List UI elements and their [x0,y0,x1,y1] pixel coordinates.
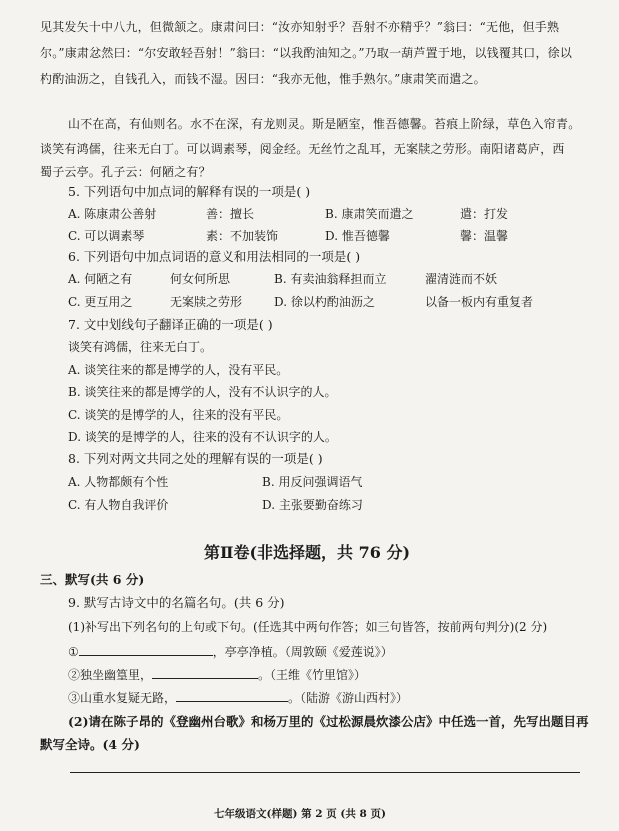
q5-option-d-note: 馨：温馨 [460,229,509,243]
q9-item2 [68,666,366,683]
q5-option-d: D. 惟吾德馨 [325,229,390,243]
q9-item3 [68,689,408,706]
passage2-line3: 蜀子云亭。孔子云：何陋之有？ [40,165,211,179]
q5-option-b-note: 遣：打发 [460,207,509,221]
passage1-line3: 杓酌油沥之，自钱孔入，而钱不湿。因曰：“我亦无他，惟手熟尔。”康肃笑而遣之。 [40,72,486,86]
q6-option-a2: 何女何所思 [170,272,231,286]
q6-option-c2: 无案牍之劳形 [170,295,243,309]
q6-option-b1: B. 有卖油翁释担而立 [274,272,387,286]
q6-stem: 6. 下列语句中加点词语的意义和用法相同的一项是( ) [68,249,361,264]
q9-item3-blank[interactable] [176,689,288,702]
passage1-line2: 尔。”康肃忿然曰：“尔安敢轻吾射！”翁曰：“以我酌油知之。”乃取一葫芦置于地，以钱覆其口，徐以 [40,46,573,60]
q9-stem: 9. 默写古诗文中的名篇名句。(共 6 分) [68,595,285,610]
passage2-line2: 谈笑有鸿儒，往来无白丁。可以调素琴，阅金经。无丝竹之乱耳，无案牍之劳形。南阳诸葛庐，西 [40,142,565,156]
q7-option-c: C. 谈笑的是博学的人，往来的没有平民。 [68,408,289,422]
q8-option-d: D. 主张要勤奋练习 [262,498,363,512]
q9-item1-text: ，亭亭净植。（周敦颐《爱莲说》） [212,645,393,659]
q6-option-a1: A. 何陋之有 [68,272,133,286]
page-footer: 七年级语文(样题) 第 2 页 (共 8 页) [214,808,386,820]
q8-option-c: C. 有人物自我评价 [68,498,169,512]
q6-option-b2: 濯清涟而不妖 [425,272,498,286]
q9-item2-blank[interactable] [152,666,258,679]
q9-item2-text: ②独坐幽篁里， [68,668,153,682]
passage1-line1: 见其发矢十中八九，但微颔之。康肃问曰：“汝亦知射乎？吾射不亦精乎？”翁曰：“无他，但手熟 [40,20,560,34]
q9-item3-text: ③山重水复疑无路， [68,691,177,705]
q9-sub1: (1)补写出下列名句的上句或下句。(任选其中两句作答；如三句皆答，按前两句判分)(2 分) [68,620,548,634]
q5-option-c-note: 素：不加装饰 [206,229,279,243]
q9-item1 [68,643,393,660]
q8-option-b: B. 用反问强调语气 [262,475,363,489]
section3-heading: 三、默写(共 6 分) [40,572,145,587]
q7-option-b: B. 谈笑往来的都是博学的人，没有不认识字的人。 [68,385,337,399]
part2-title: 第Ⅱ卷(非选择题，共 76 分) [204,543,411,562]
q9-item1-blank[interactable] [79,643,213,656]
q9-item2-source: 。（王维《竹里馆》） [258,668,367,682]
q5-option-c: C. 可以调素琴 [68,229,145,243]
passage2-line1: 山不在高，有仙则名。水不在深，有龙则灵。斯是陋室，惟吾德馨。苔痕上阶绿，草色入帘青。 [68,117,581,131]
q9-sub2-line2: 默写全诗。(4 分) [40,737,140,752]
q6-option-d1: D. 徐以杓酌油沥之 [274,295,375,309]
q9-item1-number: ① [68,645,79,659]
q9-item3-source: 。（陆游《游山西村》） [288,691,409,705]
q5-stem: 5. 下列语句中加点词的解释有误的一项是( ) [68,184,311,199]
q5-option-a: A. 陈康肃公善射 [68,207,157,221]
q8-stem: 8. 下列对两文共同之处的理解有误的一项是( ) [68,451,323,466]
q9-sub2-line1: (2)请在陈子昂的《登幽州台歌》和杨万里的《过松源晨炊漆公店》中任选一首，先写出题目再 [68,714,589,729]
q5-option-b: B. 康肃笑而遣之 [325,207,414,221]
q5-option-a-note: 善：擅长 [206,207,255,221]
q7-option-d: D. 谈笑的是博学的人，往来的没有不认识字的人。 [68,430,337,444]
q7-quote: 谈笑有鸿儒，往来无白丁。 [68,340,213,354]
q7-stem: 7. 文中划线句子翻译正确的一项是( ) [68,317,273,332]
q8-option-a: A. 人物都颇有个性 [68,475,169,489]
q6-option-d2: 以备一板内有重复者 [425,295,534,309]
q7-option-a: A. 谈笑往来的都是博学的人，没有平民。 [68,363,289,377]
answer-line[interactable] [70,772,580,773]
q6-option-c1: C. 更互用之 [68,295,133,309]
